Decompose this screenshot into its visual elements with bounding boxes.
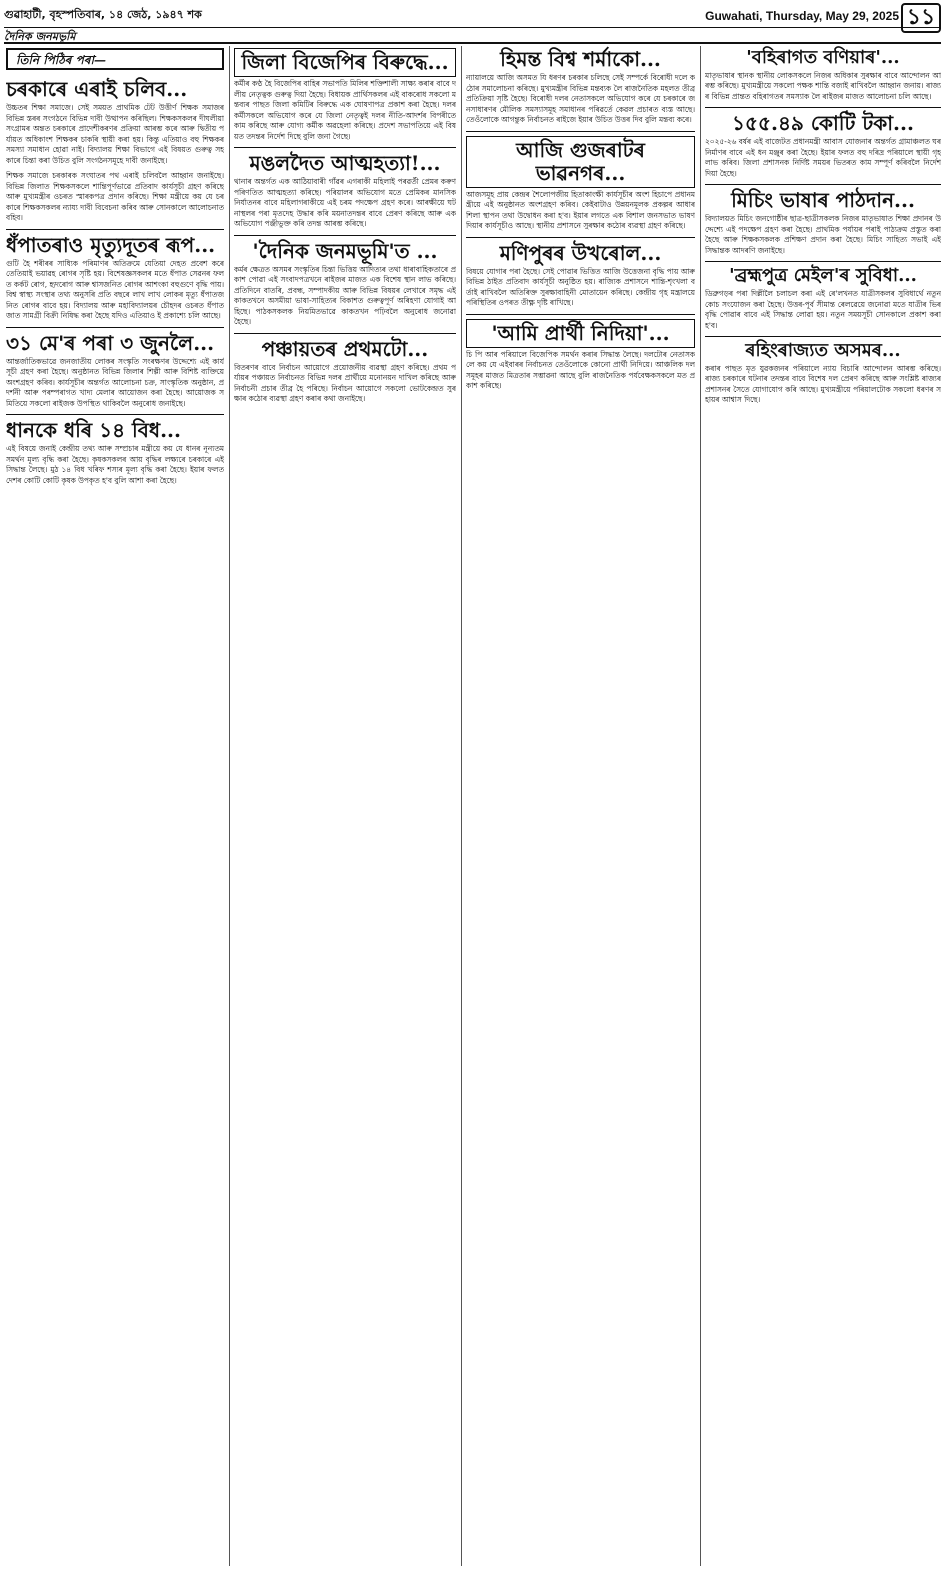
dateline-local: গুৱাহাটী, বৃহস্পতিবাৰ, ১৪ জেঠ, ১৯৪৭ শক bbox=[4, 8, 202, 21]
divider bbox=[705, 107, 941, 108]
article-body: উচ্চতৰ শিক্ষা সমাজে। সেই সময়ত প্ৰাথমিক টেট উত্তীৰ্ণ শিক্ষক সমাজৰ বিভিন্ন স্তৰৰ সংগঠনে বিভিন্ন দাবী উত্থাপন কৰিছিল। শিক্ষকসকলৰ দীঘলীয়া সংগ্ৰামৰ অন্তত চৰকাৰে প্ৰাদেশীকৰণৰ প্ৰক্ৰিয়া আৰম্ভ কৰে আৰু দ্বিতীয় পৰ্যায়ত অধিকাংশ শিক্ষকৰ চাকৰি স্থায়ী কৰা হয়। কিন্তু এতিয়াও বহু শিক্ষকৰ সমস্যা সমাধান হোৱা নাই। বিদ্যালয় শিক্ষা বিভাগে এই বিষয়ত গুৰুত্ব সহকাৰে চিন্তা কৰা উচিত বুলি সংগঠনসমূহে দাবী জনাইছে। bbox=[6, 103, 224, 165]
divider bbox=[6, 229, 224, 230]
article-body: ২০২৫-২৬ বৰ্ষৰ এই বাজেটত প্ৰধানমন্ত্ৰী আবাস যোজনাৰ অন্তৰ্গত গ্ৰামাঞ্চলত ঘৰ নিৰ্মাণৰ বাবে এই ধন মঞ্জুৰ কৰা হৈছে। ইয়াৰ ফলত বহু দৰিদ্ৰ পৰিয়ালে স্থায়ী গৃহ লাভ কৰিব। জিলা প্ৰশাসনক নিৰ্দিষ্ট সময়ৰ ভিতৰত কাম সম্পূৰ্ণ কৰিবলৈ নিৰ্দেশ দিয়া হৈছে। bbox=[705, 137, 941, 178]
divider bbox=[234, 147, 456, 148]
headline: মিচিং ভাষাৰ পাঠদান... bbox=[731, 188, 915, 213]
column-divider bbox=[461, 46, 462, 1566]
article-body: আন্তৰ্জাতিকভাৱে জনজাতীয় লোকৰ সংস্কৃতি সংৰক্ষণৰ উদ্দেশ্যে এই কাৰ্যসূচী গ্ৰহণ কৰা হৈছে। অনুষ্ঠানত বিভিন্ন জিলাৰ শিল্পী আৰু বিশিষ্ট ব্যক্তিয়ে অংশগ্ৰহণ কৰিব। কাৰ্যসূচীৰ অন্তৰ্গত আলোচনা চক্ৰ, সাংস্কৃতিক অনুষ্ঠান, প্ৰদৰ্শনী আৰু পৰম্পৰাগত খাদ্য মেলাৰ আয়োজন কৰা হৈছে। আয়োজক সমিতিয়ে সকলো ৰাইজক উপস্থিত থাকিবলৈ অনুৰোধ জনাইছে। bbox=[6, 356, 224, 408]
headline: ৰহিংৰাজ্যত অসমৰ... bbox=[745, 340, 901, 362]
divider bbox=[234, 235, 456, 236]
headline: হিমন্ত বিশ্ব শৰ্মাকো... bbox=[500, 47, 661, 71]
column-1 bbox=[6, 76, 224, 1566]
article-body: ন্যায়ালয়ে আজি অসমত যি ধৰণৰ চৰকাৰ চলিছে সেই সম্পৰ্কে বিৰোধী দলে কঠোৰ সমালোচনা কৰিছে। মুখ্যমন্ত্ৰীৰ বিভিন্ন মন্তব্যক লৈ ৰাজনৈতিক মহলত তীব্ৰ প্ৰতিক্ৰিয়া সৃষ্টি হৈছে। বিৰোধী দলৰ নেতাসকলে অভিযোগ কৰে যে চৰকাৰে জনসাধাৰণৰ মৌলিক সমস্যাসমূহ সমাধানৰ পৰিৱৰ্তে কেৱল প্ৰচাৰত ব্যস্ত আছে। তেওঁলোকে আগন্তুক নিৰ্বাচনত ৰাইজে ইয়াৰ উচিত উত্তৰ দিব বুলি মন্তব্য কৰে। bbox=[466, 73, 695, 125]
column-3 bbox=[466, 46, 695, 1566]
article-body: থানাৰ অন্তৰ্গত এক আঠিয়াবাৰী গাঁৱৰ এগৰাকী মহিলাই পৰৱৰ্তী প্ৰেমৰ কৰুণ পৰিণতিত আত্মহত্যা কৰিছে। পৰিয়ালৰ অভিযোগ মতে প্ৰেমিকৰ মানসিক নিৰ্যাতনৰ বাবে মহিলাগৰাকীয়ে এই চৰম পদক্ষেপ গ্ৰহণ কৰে। আৰক্ষীয়ে ঘটনাস্থলৰ পৰা মৃতদেহ উদ্ধাৰ কৰি ময়নাতদন্তৰ বাবে প্ৰেৰণ কৰিছে আৰু এক অভিযোগ পঞ্জীভুক্ত কৰি তদন্ত আৰম্ভ কৰিছে। bbox=[234, 177, 456, 229]
continuation-box: তিনি পিঠিৰ পৰা— bbox=[6, 48, 224, 70]
headline: জিলা বিজেপিৰ বিৰুদ্ধে... bbox=[234, 48, 456, 77]
headline: আজি গুজৰাটৰ ভাৱনগৰ... bbox=[466, 136, 695, 188]
masthead: দৈনিক জনমভূমি bbox=[4, 30, 76, 43]
headline: 'বহিৰাগত বণিয়াৰ'... bbox=[746, 47, 900, 68]
divider bbox=[6, 414, 224, 415]
article-body: বিদ্যালয়ত মিচিং জনগোষ্ঠীৰ ছাত্ৰ-ছাত্ৰীসকলক নিজৰ মাতৃভাষাত শিক্ষা প্ৰদানৰ উদ্দেশ্যে এই পদক্ষেপ গ্ৰহণ কৰা হৈছে। প্ৰাথমিক পৰ্যায়ৰ পৰাই পাঠ্যক্ৰম প্ৰস্তুত কৰা হৈছে আৰু শিক্ষকসকলক প্ৰশিক্ষণ প্ৰদান কৰা হৈছে। মিচিং সাহিত্য সভাই এই সিদ্ধান্তক আদৰণি জনাইছে। bbox=[705, 214, 941, 255]
article-body: মাতৃভাষাৰ স্থানক স্থানীয় লোকসকলে নিজৰ অধিকাৰ সুৰক্ষাৰ বাবে আন্দোলন আৰম্ভ কৰিছে। মুখ্যমন্ত্ৰীয়ে সকলো পক্ষক শান্তি বজাই ৰাখিবলৈ আহ্বান জনায়। ৰাজ্যৰ বিভিন্ন প্ৰান্তত বহিৰাগতৰ সমস্যাক লৈ ৰাইজৰ মাজত আলোচনা চলি আছে। bbox=[705, 70, 941, 101]
article-body: ডিব্ৰুগড়ৰ পৰা দিল্লীলৈ চলাচল কৰা এই ৰে'লখনত যাত্ৰীসকলৰ সুবিধাৰ্থে নতুন কোচ সংযোজন কৰা হৈছে। উত্তৰ-পূৰ্ব সীমান্ত ৰেলৱেয়ে জনোৱা মতে যাত্ৰীৰ ভিৰ বৃদ্ধি পোৱাৰ বাবে এই সিদ্ধান্ত লোৱা হয়। নতুন সময়সূচী সোনকালে প্ৰকাশ কৰা হ'ব। bbox=[705, 289, 941, 330]
divider bbox=[466, 237, 695, 238]
column-divider bbox=[229, 46, 230, 1566]
article-body: চি পি আৰ পৰিয়ালে বিজেপিক সমৰ্থন কৰাৰ সিদ্ধান্ত লৈছে। দলটোৰ নেতাসকলে কয় যে এইবাৰৰ নিৰ্বাচনত তেওঁলোকে কোনো প্ৰাৰ্থী নিদিয়ে। আঞ্চলিক দলসমূহৰ মাজত মিত্ৰতাৰ সম্ভাৱনা আছে বুলি ৰাজনৈতিক পৰ্যবেক্ষকসকলে মত প্ৰকাশ কৰিছে। bbox=[466, 349, 695, 391]
headline: 'দৈনিক জনমভূমি'ত ... bbox=[252, 238, 438, 263]
masthead-rule bbox=[4, 42, 941, 44]
divider bbox=[466, 131, 695, 132]
article-body: কৰ্মীৰ কণ্ঠ হৈ বিজেপিৰ বাহিৰ সভাপতি মিলিৰ শক্তিশালী সাক্ষ্য কৰাৰ বাবে দলীয় নেতৃত্বক গুৰুত্ব দিয়া হৈছে। বিধায়ক প্ৰাৰ্থিসকলৰ এই বাকৰোধ সকলো মন্তব্যৰ পাছত জিলা কমিটিৰ বিৰুদ্ধে এক ঘোষণাপত্ৰ প্ৰকাশ কৰা হৈছে। দলৰ কৰ্মীসকলে অভিযোগ কৰে যে জিলা নেতৃত্বই দলৰ নীতি-আদৰ্শৰ বিপৰীতে কাম কৰিছে আৰু যোগ্য কৰ্মীক অৱহেলা কৰিছে। প্ৰদেশ সভাপতিয়ে এই বিষয়ত তদন্তৰ নিৰ্দেশ দিছে বুলি জনা গৈছে। bbox=[234, 79, 456, 141]
article-body: কৰাৰ পাছত মৃত যুৱকজনৰ পৰিয়ালে ন্যায় বিচাৰি আন্দোলন আৰম্ভ কৰিছে। ৰাজ্য চৰকাৰে ঘটনাৰ তদন্তৰ বাবে বিশেষ দল প্ৰেৰণ কৰিছে আৰু সংশ্লিষ্ট ৰাজ্যৰ প্ৰশাসনৰ সৈতে যোগাযোগ কৰি আছে। মুখ্যমন্ত্ৰীয়ে পৰিয়ালটোক সকলো ধৰণৰ সহায়ৰ আশ্বাস দিছে। bbox=[705, 363, 941, 405]
headline: মণিপুৰৰ উখৰোল... bbox=[499, 240, 662, 265]
headline: মঙলদৈত আত্মহত্যা!... bbox=[249, 151, 441, 176]
article-body: শিক্ষক সমাজে চৰকাৰক সংঘাতৰ পথ এৰাই চলিবলৈ আহ্বান জনাইছে। বিভিন্ন জিলাত শিক্ষকসকলে শান্তিপূৰ্ণভাৱে প্ৰতিবাদ কাৰ্যসূচী গ্ৰহণ কৰিছে আৰু মুখ্যমন্ত্ৰীৰ ওচৰত স্মাৰকপত্ৰ প্ৰদান কৰিছে। শিক্ষা মন্ত্ৰীয়ে কয় যে চৰকাৰে শিক্ষকসকলৰ ন্যায্য দাবী বিবেচনা কৰিব আৰু সোনকালে আলোচনাত বহিব। bbox=[6, 171, 224, 223]
article-body: বিষয়ে যোগাৰ পৰা হৈছে। সেই পোৱাৰ ভিত্তিত আজি উত্তেজনা বৃদ্ধি পায় আৰু বিভিন্ন ঠাইত প্ৰতিবাদ কাৰ্যসূচী অনুষ্ঠিত হয়। ৰাজ্যিক প্ৰশাসনে শান্তি-শৃংখলা বৰ্তাই ৰাখিবলৈ অতিৰিক্ত সুৰক্ষাবাহিনী মোতায়েন কৰিছে। কেন্দ্ৰীয় গৃহ মন্ত্ৰালয়ে পৰিস্থিতিৰ ওপৰত তীক্ষ্ণ দৃষ্টি ৰাখিছে। bbox=[466, 266, 695, 308]
headline: ধানকে ধৰি ১৪ বিধ... bbox=[6, 418, 181, 443]
column-4 bbox=[705, 46, 941, 1566]
divider bbox=[705, 261, 941, 262]
dateline-english: Guwahati, Thursday, May 29, 2025 bbox=[705, 9, 899, 23]
article-body: এই বিষয়ে জনাই কেন্দ্ৰীয় তথ্য আৰু সম্প্ৰচাৰ মন্ত্ৰীয়ে কয় যে ধানৰ নূন্যতম সমৰ্থন মূল্য বৃদ্ধি কৰা হৈছে। কৃষকসকলৰ আয় বৃদ্ধিৰ লক্ষ্যৰে চৰকাৰে এই সিদ্ধান্ত লৈছে। মুঠ ১৪ বিধ খৰিফ শস্যৰ মূল্য বৃদ্ধি কৰা হৈছে। ইয়াৰ ফলত দেশৰ কোটি কোটি কৃষক উপকৃত হ'ব বুলি আশা কৰা হৈছে। bbox=[6, 444, 224, 485]
column-divider bbox=[700, 46, 701, 1566]
headline: চৰকাৰে এৰাই চলিব... bbox=[6, 77, 188, 101]
headline: পঞ্চায়তৰ প্ৰথমটো... bbox=[261, 336, 429, 361]
headline: ৩১ মে'ৰ পৰা ৩ জুনলৈ... bbox=[6, 330, 215, 355]
article-body: আজসমূহ প্ৰায় কেন্দ্ৰৰ শৈলোপজীয় হিতাকাংক্ষী কাৰ্যসূচীৰ অংশ হিচাপে প্ৰধানমন্ত্ৰীয়ে এই অনুষ্ঠানত অংশগ্ৰহণ কৰিব। কেইবাটাও উন্নয়নমূলক প্ৰকল্পৰ আধাৰশিলা স্থাপন তথা উদ্বোধন কৰা হ'ব। ইয়াৰ লগতে এক বিশাল জনসভাত ভাষণ দিয়াৰ কাৰ্যসূচীও আছে। স্থানীয় প্ৰশাসনে সুৰক্ষাৰ কঠোৰ ব্যৱস্থা গ্ৰহণ কৰিছে। bbox=[466, 189, 695, 231]
top-rule bbox=[4, 27, 941, 28]
divider bbox=[6, 327, 224, 328]
divider bbox=[705, 336, 941, 337]
divider bbox=[234, 333, 456, 334]
page-number: ১১ bbox=[901, 3, 941, 33]
headline: 'আমি প্ৰাৰ্থী নিদিয়া'... bbox=[466, 319, 695, 348]
divider bbox=[466, 314, 695, 315]
divider bbox=[705, 184, 941, 185]
headline: ১৫৫.৪৯ কোটি টকা... bbox=[732, 111, 914, 136]
article-body: কৰ্মৰ ক্ষেত্ৰত অসমৰ সংস্কৃতিৰ চিন্তা ভিত্তিয় আদিত্যৰ তথা ধাৰাবাহিকতাৰে প্ৰকাশ পোৱা এই সংবাদপত্ৰখনে ৰাইজৰ মাজত এক বিশেষ স্থান লাভ কৰিছে। প্ৰতিদিনে বাতৰি, প্ৰবন্ধ, সম্পাদকীয় আৰু বিভিন্ন বিষয়ৰ লেখাৰে সমৃদ্ধ এই কাকতখনে অসমীয়া ভাষা-সাহিত্যৰ বিকাশত গুৰুত্বপূৰ্ণ অৰিহণা যোগাই আহিছে। পাঠকসকলক নিয়মিতভাৱে কাকতখন পঢ়িবলৈ অনুৰোধ জনোৱা হৈছে। bbox=[234, 264, 456, 327]
article-body: গুটি হৈ শৰীৰৰ সাধ্যিক পৰিমাণৰ অতিক্ৰমে যেতিয়া দেহত প্ৰবেশ কৰে তেতিয়াই ভয়াৱহ ৰোগৰ সৃষ্টি হয়। বিশেষজ্ঞসকলৰ মতে ধঁপাত সেৱনৰ ফলত কৰ্কট ৰোগ, হৃদৰোগ আৰু শ্বাসজনিত ৰোগৰ আশংকা বহুগুণে বৃদ্ধি পায়। বিশ্ব স্বাস্থ্য সংস্থাৰ তথ্য অনুসৰি প্ৰতি বছৰে লাখ লাখ লোকৰ মৃত্যু ধঁপাতজনিত ৰোগৰ বাবে হয়। বিদ্যালয় আৰু মহাবিদ্যালয়ৰ চৌহদৰ ওচৰত ধঁপাতজাত সামগ্ৰী বিক্ৰী নিষিদ্ধ কৰা হৈছে যদিও এতিয়াও ই প্ৰকাশ্যে চলি আছে। bbox=[6, 258, 224, 321]
headline: 'ব্ৰহ্মপুত্ৰ মেইল'ৰ সুবিধা... bbox=[729, 265, 917, 287]
article-body: বিতৰণৰ বাবে নিৰ্বাচন আয়োগে প্ৰয়োজনীয় ব্যৱস্থা গ্ৰহণ কৰিছে। প্ৰথম পৰ্যায়ৰ পঞ্চায়ত নিৰ্বাচনত বিভিন্ন দলৰ প্ৰাৰ্থীয়ে মনোনয়ন দাখিল কৰিছে আৰু নিৰ্বাচনী প্ৰচাৰ তীব্ৰ হৈ পৰিছে। নিৰ্বাচন আয়োগে সকলো ভোটকেন্দ্ৰত সুৰক্ষাৰ কঠোৰ ব্যৱস্থা গ্ৰহণ কৰাৰ কথা জনাইছে। bbox=[234, 362, 456, 404]
top-bar bbox=[0, 0, 945, 38]
headline: ধঁপাতৰাও মৃত্যুদূতৰ ৰূপ... bbox=[6, 232, 216, 257]
column-2 bbox=[234, 46, 456, 1566]
